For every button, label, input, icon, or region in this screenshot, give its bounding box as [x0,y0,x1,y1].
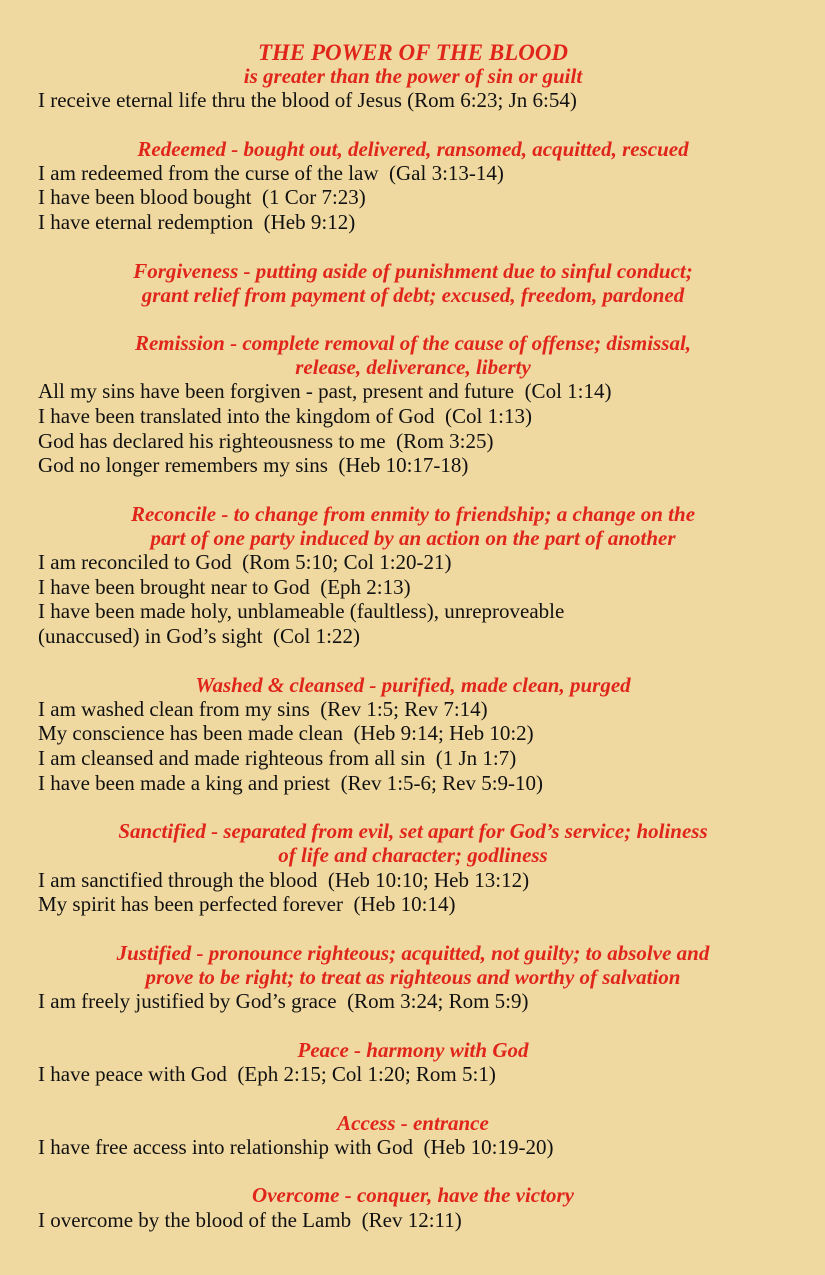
section-heading: grant relief from payment of debt; excused, freedom, pardoned [141,282,685,307]
page-subtitle: is greater than the power of sin or guilt [243,64,583,88]
affirmation-line: I am sanctified through the blood (Heb 10:10; Heb 13:12) [38,867,530,892]
affirmation-line: God has declared his righteousness to me (Rom 3:25) [38,428,494,453]
affirmation-line: I am reconciled to God (Rom 5:10; Col 1:20-21) [38,550,452,575]
section-spacer [38,478,788,502]
section-heading: Reconcile - to change from enmity to friendship; a change on the [130,501,696,526]
page-title: THE POWER OF THE BLOOD [257,40,569,65]
section-spacer [38,1159,788,1183]
intro-line: I receive eternal life thru the blood of Jesus (Rom 6:23; Jn 6:54) [38,88,577,112]
section-spacer [38,235,788,259]
document-page [38,40,788,1232]
section-spacer [38,1087,788,1111]
affirmation-line: I am redeemed from the curse of the law (Gal 3:13-14) [38,160,504,185]
section [38,941,788,1014]
affirmation-line: My conscience has been made clean (Heb 9:14; Heb 10:2) [38,721,534,746]
section-heading: Peace - harmony with God [297,1037,529,1062]
section [38,673,788,796]
section-heading: Redeemed - bought out, delivered, ransomed, acquitted, rescued [137,136,689,161]
section [38,502,788,649]
affirmation-line: I have been brought near to God (Eph 2:13) [38,574,411,599]
section-heading: part of one party induced by an action on the part of another [150,525,676,550]
section [38,1038,788,1087]
section-heading: Forgiveness - putting aside of punishment due to sinful conduct; [133,258,693,283]
section [38,137,788,235]
affirmation-line: I have peace with God (Eph 2:15; Col 1:20; Rom 5:1) [38,1061,496,1086]
section [38,819,788,917]
section-heading: release, deliverance, liberty [295,355,531,380]
section-heading: Remission - complete removal of the cause of offense; dismissal, [134,330,692,355]
section-heading: prove to be right; to treat as righteous and worthy of salvation [145,964,681,989]
affirmation-line: I have been blood bought (1 Cor 7:23) [38,185,366,210]
affirmation-line: I have been made holy, unblameable (faultless), unreproveable [38,599,565,624]
section-spacer [38,795,788,819]
affirmation-line: I have eternal redemption (Heb 9:12) [38,209,356,234]
section [38,331,788,478]
section-heading: Access - entrance [337,1110,489,1135]
affirmation-line: I have been made a king and priest (Rev 1:5-6; Rev 5:9-10) [38,770,544,795]
section-heading: Washed & cleansed - purified, made clean, purged [195,672,631,697]
section [38,1183,788,1232]
affirmation-line: God no longer remembers my sins (Heb 10:17-18) [38,453,469,478]
section [38,259,788,307]
sections-container [38,113,788,1233]
affirmation-line: (unaccused) in God’s sight (Col 1:22) [38,623,360,648]
section-heading: Sanctified - separated from evil, set apart for God’s service; holiness [118,819,708,844]
section-heading: Overcome - conquer, have the victory [252,1183,574,1208]
section-spacer [38,113,788,137]
section-heading: Justified - pronounce righteous; acquitted, not guilty; to absolve and [116,940,710,965]
section-spacer [38,917,788,941]
section [38,1111,788,1160]
section-spacer [38,307,788,331]
affirmation-line: I have been translated into the kingdom of God (Col 1:13) [38,403,532,428]
affirmation-line: I am washed clean from my sins (Rev 1:5; Rev 7:14) [38,696,488,721]
section-spacer [38,1014,788,1038]
section-heading: of life and character; godliness [278,843,548,868]
affirmation-line: I am freely justified by God’s grace (Rom 3:24; Rom 5:9) [38,989,529,1014]
affirmation-line: I overcome by the blood of the Lamb (Rev 12:11) [38,1207,462,1232]
section-spacer [38,649,788,673]
affirmation-line: I am cleansed and made righteous from all sin (1 Jn 1:7) [38,745,517,770]
affirmation-line: My spirit has been perfected forever (Heb 10:14) [38,892,456,917]
affirmation-line: I have free access into relationship with God (Heb 10:19-20) [38,1134,554,1159]
affirmation-line: All my sins have been forgiven - past, present and future (Col 1:14) [38,379,612,404]
